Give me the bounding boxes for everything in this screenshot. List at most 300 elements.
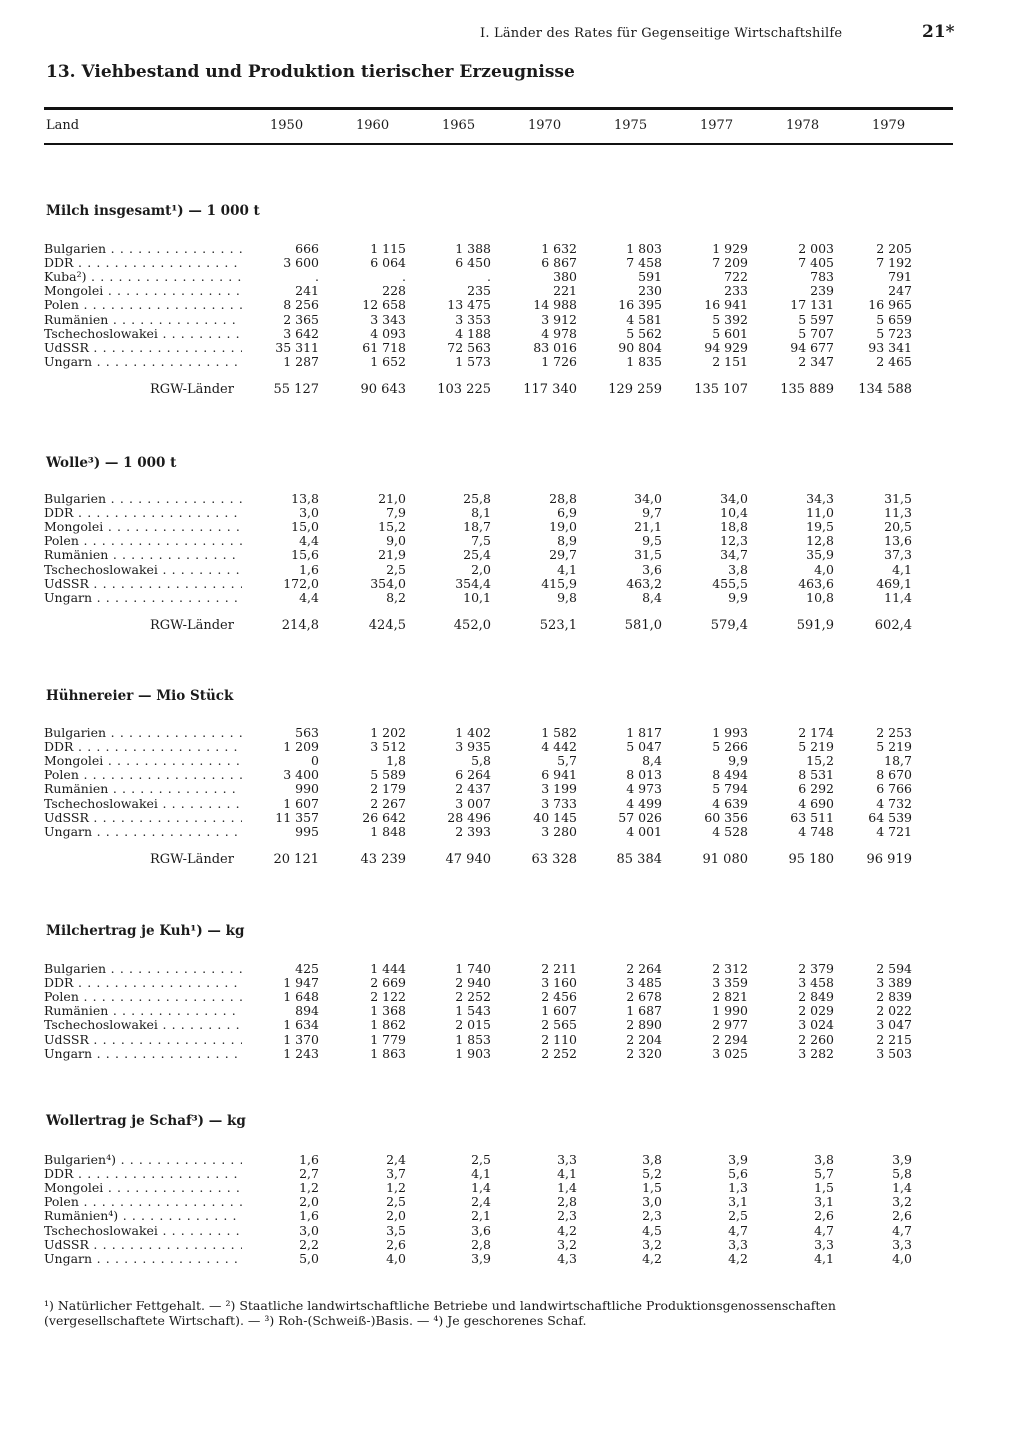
table-cell: 2 252 — [541, 1045, 577, 1061]
table-cell: 10,8 — [806, 589, 834, 605]
table-cell: 1 853 — [455, 1031, 491, 1047]
country-label: Bulgarien⁴) . . . — [44, 1153, 242, 1167]
table-cell: 35,9 — [806, 547, 834, 563]
section-title: Milch insgesamt¹) — 1 000 t — [46, 203, 260, 219]
country-label: Polen . . . — [44, 298, 242, 312]
table-cell: 1 863 — [370, 1045, 406, 1061]
table-cell: 1 634 — [283, 1017, 319, 1033]
table-cell: 3,0 — [299, 1222, 319, 1238]
total-cell: 47 940 — [445, 851, 491, 867]
table-cell: 3 512 — [370, 739, 406, 755]
table-row — [0, 341, 1024, 355]
table-cell: 5 597 — [798, 311, 834, 327]
table-cell: 31,5 — [884, 491, 912, 506]
table-cell: 1 543 — [455, 1003, 491, 1019]
table-cell: 3 912 — [541, 311, 577, 327]
table-cell: 9,9 — [728, 589, 748, 605]
table-cell: 14 988 — [533, 297, 577, 313]
table-cell: 15,0 — [291, 519, 319, 535]
table-cell: 4,3 — [557, 1250, 577, 1266]
table-cell: 4 978 — [541, 325, 577, 341]
section-title: Hühnereier — Mio Stück — [46, 688, 234, 704]
table-cell: 31,5 — [634, 547, 662, 563]
table-row — [0, 726, 1024, 740]
table-cell: 3 503 — [876, 1045, 912, 1061]
table-cell: 4,1 — [814, 1250, 834, 1266]
table-cell: 990 — [295, 781, 319, 797]
table-cell: 1,4 — [471, 1180, 491, 1196]
table-cell: 1,2 — [299, 1180, 319, 1196]
table-cell: 2 678 — [626, 989, 662, 1005]
table-cell: 722 — [724, 269, 748, 285]
table-cell: 10,4 — [720, 505, 748, 521]
table-cell: 9,0 — [386, 533, 406, 549]
table-cell: 463,6 — [798, 575, 834, 591]
table-row — [0, 492, 1024, 506]
column-header-year: 1975 — [614, 118, 648, 133]
table-cell: 2 110 — [541, 1031, 577, 1047]
table-cell: 9,8 — [557, 589, 577, 605]
table-cell: 4 690 — [798, 795, 834, 811]
table-cell: 3 389 — [876, 975, 912, 991]
table-cell: 6 450 — [455, 255, 491, 271]
table-cell: 2 594 — [876, 961, 912, 976]
table-cell: 4,7 — [814, 1222, 834, 1238]
table-cell: 1 835 — [626, 353, 662, 369]
total-label: RGW-Länder — [150, 851, 234, 867]
table-cell: 1 779 — [370, 1031, 406, 1047]
table-cell: 1 848 — [370, 823, 406, 839]
total-cell: 129 259 — [608, 381, 662, 397]
total-cell: 96 919 — [866, 851, 912, 867]
table-row — [0, 976, 1024, 990]
total-cell: 85 384 — [616, 851, 662, 867]
country-label: Tschechoslowakei . . . — [44, 563, 242, 577]
table-cell: 2 015 — [455, 1017, 491, 1033]
table-cell: 228 — [382, 283, 406, 299]
table-cell: 2 669 — [370, 975, 406, 991]
table-cell: 1 573 — [455, 353, 491, 369]
country-label: UdSSR . . . — [44, 1033, 242, 1047]
table-cell: 2,4 — [386, 1152, 406, 1167]
table-cell: 64 539 — [868, 809, 912, 825]
country-label: Tschechoslowakei . . . — [44, 1018, 242, 1032]
table-row — [0, 313, 1024, 327]
table-cell: 18,8 — [720, 519, 748, 535]
table-cell: 2,6 — [892, 1208, 912, 1224]
table-cell: 6 941 — [541, 767, 577, 783]
table-row — [0, 754, 1024, 768]
table-cell: 5 589 — [370, 767, 406, 783]
country-label: Ungarn . . . — [44, 1047, 242, 1061]
table-cell: 6 766 — [876, 781, 912, 797]
table-cell: 5,2 — [642, 1166, 662, 1182]
column-header-year: 1970 — [528, 118, 562, 133]
country-label: Bulgarien . . . — [44, 962, 242, 976]
total-cell: 134 588 — [858, 381, 912, 397]
table-cell: 469,1 — [876, 575, 912, 591]
table-cell: 2,5 — [386, 1194, 406, 1210]
table-row — [0, 563, 1024, 577]
table-cell: 6 867 — [541, 255, 577, 271]
country-label: Ungarn . . . — [44, 825, 242, 839]
table-row — [0, 534, 1024, 548]
table-cell: 16 941 — [704, 297, 748, 313]
country-label: Ungarn . . . — [44, 591, 242, 605]
table-cell: 4 748 — [798, 823, 834, 839]
section-title: Milchertrag je Kuh¹) — kg — [46, 923, 245, 939]
table-cell: 239 — [810, 283, 834, 299]
table-cell: 591 — [638, 269, 662, 285]
table-cell: 1,6 — [299, 1208, 319, 1224]
table-cell: 463,2 — [626, 575, 662, 591]
table-cell: 18,7 — [463, 519, 491, 535]
table-cell: 5,7 — [557, 753, 577, 769]
total-label: RGW-Länder — [150, 617, 234, 633]
table-cell: 3 025 — [712, 1045, 748, 1061]
table-cell: 6,9 — [557, 505, 577, 521]
table-cell: 2 122 — [370, 989, 406, 1005]
table-cell: 34,7 — [720, 547, 748, 563]
section-title: Wolle³) — 1 000 t — [46, 455, 177, 471]
table-cell: 5 047 — [626, 739, 662, 755]
table-cell: 3 282 — [798, 1045, 834, 1061]
table-cell: 3,1 — [814, 1194, 834, 1210]
table-cell: 5 794 — [712, 781, 748, 797]
table-cell: 72 563 — [447, 339, 491, 355]
table-cell: 8,2 — [386, 589, 406, 605]
table-cell: 1 402 — [455, 725, 491, 740]
country-label: Tschechoslowakei . . . — [44, 797, 242, 811]
country-label: Mongolei . . . — [44, 284, 242, 298]
table-cell: 5,8 — [892, 1166, 912, 1182]
table-cell: 1 862 — [370, 1017, 406, 1033]
table-row — [0, 1033, 1024, 1047]
table-cell: 666 — [295, 241, 319, 256]
table-cell: 4,1 — [557, 561, 577, 577]
table-cell: 2 437 — [455, 781, 491, 797]
table-cell: 8 531 — [798, 767, 834, 783]
table-row — [0, 1167, 1024, 1181]
table-cell: 3,1 — [728, 1194, 748, 1210]
total-row — [0, 619, 1024, 633]
table-cell: 3 642 — [283, 325, 319, 341]
table-cell: 17 131 — [790, 297, 834, 313]
table-cell: 354,0 — [370, 575, 406, 591]
table-cell: 3,2 — [892, 1194, 912, 1210]
table-cell: 3,3 — [892, 1236, 912, 1252]
table-cell: 783 — [810, 269, 834, 285]
table-cell: 2 465 — [876, 353, 912, 369]
table-row — [0, 797, 1024, 811]
table-cell: 230 — [638, 283, 662, 299]
country-label: Tschechoslowakei . . . — [44, 327, 242, 341]
country-label: DDR . . . — [44, 740, 242, 754]
table-cell: 4 721 — [876, 823, 912, 839]
country-label: DDR . . . — [44, 1167, 242, 1181]
country-label: UdSSR . . . — [44, 341, 242, 355]
country-label: UdSSR . . . — [44, 811, 242, 825]
table-row — [0, 1181, 1024, 1195]
table-row — [0, 1004, 1024, 1018]
table-cell: 4,4 — [299, 589, 319, 605]
table-cell: 5,8 — [471, 753, 491, 769]
table-cell: 2 022 — [876, 1003, 912, 1019]
country-label: Polen . . . — [44, 534, 242, 548]
table-cell: 16 965 — [868, 297, 912, 313]
table-cell: 8 256 — [283, 297, 319, 313]
table-cell: 8,1 — [471, 505, 491, 521]
table-cell: 3,6 — [471, 1222, 491, 1238]
table-cell: 380 — [553, 269, 577, 285]
table-cell: 5,7 — [814, 1166, 834, 1182]
table-row — [0, 811, 1024, 825]
table-cell: 3 600 — [283, 255, 319, 271]
country-label: Rumänien . . . — [44, 1004, 242, 1018]
table-cell: 8 494 — [712, 767, 748, 783]
table-cell: 34,3 — [806, 491, 834, 506]
table-cell: 2,6 — [814, 1208, 834, 1224]
table-cell: 1,2 — [386, 1180, 406, 1196]
table-cell: 5,6 — [728, 1166, 748, 1182]
table-cell: 995 — [295, 823, 319, 839]
table-row — [0, 591, 1024, 605]
column-header-land: Land — [46, 118, 80, 133]
table-cell: 221 — [553, 283, 577, 299]
table-cell: 8 670 — [876, 767, 912, 783]
table-cell: 2 456 — [541, 989, 577, 1005]
table-cell: 2,0 — [386, 1208, 406, 1224]
table-row — [0, 577, 1024, 591]
table-cell: 3,9 — [892, 1152, 912, 1167]
table-cell: 3,3 — [557, 1152, 577, 1167]
table-cell: 241 — [295, 283, 319, 299]
table-cell: 83 016 — [533, 339, 577, 355]
table-cell: 4,7 — [892, 1222, 912, 1238]
column-header-year: 1965 — [442, 118, 476, 133]
country-label: Bulgarien . . . — [44, 726, 242, 740]
table-cell: 791 — [888, 269, 912, 285]
table-cell: 3 485 — [626, 975, 662, 991]
table-cell: 1 368 — [370, 1003, 406, 1019]
table-row — [0, 284, 1024, 298]
table-cell: 3 935 — [455, 739, 491, 755]
table-cell: 6 064 — [370, 255, 406, 271]
table-cell: 1 202 — [370, 725, 406, 740]
table-cell: 1 652 — [370, 353, 406, 369]
table-cell: . — [487, 269, 491, 285]
table-cell: 7 209 — [712, 255, 748, 271]
table-cell: 5 601 — [712, 325, 748, 341]
table-cell: 11,4 — [884, 589, 912, 605]
table-row — [0, 520, 1024, 534]
table-cell: 1,5 — [642, 1180, 662, 1196]
table-cell: 2 312 — [712, 961, 748, 976]
country-label: Tschechoslowakei . . . — [44, 1224, 242, 1238]
total-cell: 43 239 — [360, 851, 406, 867]
table-cell: 425 — [295, 961, 319, 976]
country-label: Rumänien⁴) . . . — [44, 1209, 242, 1223]
table-cell: 1 740 — [455, 961, 491, 976]
table-row — [0, 825, 1024, 839]
table-cell: 4,0 — [814, 561, 834, 577]
table-cell: 1,5 — [814, 1180, 834, 1196]
table-cell: 12 658 — [362, 297, 406, 313]
table-cell: 4,0 — [892, 1250, 912, 1266]
table-cell: 4 188 — [455, 325, 491, 341]
table-cell: 7 405 — [798, 255, 834, 271]
table-cell: 21,9 — [378, 547, 406, 563]
table-cell: 15,2 — [806, 753, 834, 769]
table-cell: 4 001 — [626, 823, 662, 839]
table-row — [0, 782, 1024, 796]
table-cell: 8,4 — [642, 589, 662, 605]
running-head: I. Länder des Rates für Gegenseitige Wirtschaftshilfe — [480, 26, 843, 41]
table-cell: 8,4 — [642, 753, 662, 769]
table-cell: 19,0 — [549, 519, 577, 535]
table-cell: 2,5 — [728, 1208, 748, 1224]
table-cell: 4,7 — [728, 1222, 748, 1238]
table-row — [0, 1047, 1024, 1061]
table-cell: 2,5 — [386, 561, 406, 577]
table-cell: 94 929 — [704, 339, 748, 355]
table-cell: 5 659 — [876, 311, 912, 327]
table-cell: 4,4 — [299, 533, 319, 549]
table-cell: 354,4 — [455, 575, 491, 591]
table-cell: 1 370 — [283, 1031, 319, 1047]
table-row — [0, 1238, 1024, 1252]
country-label: DDR . . . — [44, 256, 242, 270]
table-cell: 2 347 — [798, 353, 834, 369]
table-row — [0, 270, 1024, 284]
total-row — [0, 383, 1024, 397]
table-cell: 3,3 — [814, 1236, 834, 1252]
table-row — [0, 768, 1024, 782]
country-label: Kuba²) . . . — [44, 270, 242, 284]
country-label: Mongolei . . . — [44, 520, 242, 534]
total-label: RGW-Länder — [150, 381, 234, 397]
table-row — [0, 548, 1024, 562]
total-cell: 214,8 — [281, 617, 319, 633]
section-title: Wollertrag je Schaf³) — kg — [46, 1113, 246, 1129]
column-header-year: 1979 — [872, 118, 906, 133]
country-label: Mongolei . . . — [44, 1181, 242, 1195]
total-cell: 63 328 — [531, 851, 577, 867]
table-cell: 1,4 — [557, 1180, 577, 1196]
table-cell: 40 145 — [533, 809, 577, 825]
table-row — [0, 1252, 1024, 1266]
table-cell: 3 280 — [541, 823, 577, 839]
table-cell: 2 260 — [798, 1031, 834, 1047]
table-cell: 2 365 — [283, 311, 319, 327]
table-cell: 2,6 — [386, 1236, 406, 1252]
table-title: 13. Viehbestand und Produktion tierischer Erzeugnisse — [46, 62, 575, 82]
table-cell: 2 211 — [541, 961, 577, 976]
table-cell: 18,7 — [884, 753, 912, 769]
table-cell: 894 — [295, 1003, 319, 1019]
table-cell: 1 607 — [283, 795, 319, 811]
total-cell: 90 643 — [360, 381, 406, 397]
table-cell: 3,6 — [642, 561, 662, 577]
table-cell: 1 209 — [283, 739, 319, 755]
country-label: DDR . . . — [44, 976, 242, 990]
table-cell: 7 458 — [626, 255, 662, 271]
table-row — [0, 1153, 1024, 1167]
total-cell: 579,4 — [710, 617, 748, 633]
country-label: Bulgarien . . . — [44, 242, 242, 256]
country-label: UdSSR . . . — [44, 1238, 242, 1252]
total-cell: 55 127 — [273, 381, 319, 397]
table-cell: 34,0 — [634, 491, 662, 506]
table-cell: 3,2 — [642, 1236, 662, 1252]
table-row — [0, 298, 1024, 312]
country-label: Rumänien . . . — [44, 548, 242, 562]
table-cell: 455,5 — [712, 575, 748, 591]
table-cell: 1 388 — [455, 241, 491, 256]
table-cell: 11,0 — [806, 505, 834, 521]
table-cell: 7,5 — [471, 533, 491, 549]
table-cell: 3,2 — [557, 1236, 577, 1252]
table-cell: 1 947 — [283, 975, 319, 991]
table-cell: 2,0 — [299, 1194, 319, 1210]
table-cell: 5 219 — [876, 739, 912, 755]
table-cell: 3,5 — [386, 1222, 406, 1238]
table-cell: 1 803 — [626, 241, 662, 256]
table-cell: 4 528 — [712, 823, 748, 839]
table-cell: 12,8 — [806, 533, 834, 549]
country-label: Polen . . . — [44, 990, 242, 1004]
table-cell: 2,4 — [471, 1194, 491, 1210]
column-header-year: 1977 — [700, 118, 734, 133]
table-cell: 3,9 — [728, 1152, 748, 1167]
column-header-row — [0, 118, 1024, 136]
total-cell: 135 889 — [780, 381, 834, 397]
country-label: UdSSR . . . — [44, 577, 242, 591]
total-cell: 523,1 — [539, 617, 577, 633]
table-cell: 2,2 — [299, 1236, 319, 1252]
table-cell: 3 007 — [455, 795, 491, 811]
table-cell: 3,0 — [299, 505, 319, 521]
table-row — [0, 1209, 1024, 1223]
table-cell: 3 359 — [712, 975, 748, 991]
table-cell: 4 093 — [370, 325, 406, 341]
total-cell: 602,4 — [874, 617, 912, 633]
country-label: Rumänien . . . — [44, 782, 242, 796]
table-cell: 3 047 — [876, 1017, 912, 1033]
table-row — [0, 1224, 1024, 1238]
table-cell: 15,6 — [291, 547, 319, 563]
table-cell: 3,7 — [386, 1166, 406, 1182]
table-cell: 1,4 — [892, 1180, 912, 1196]
table-row — [0, 990, 1024, 1004]
table-cell: 3 343 — [370, 311, 406, 327]
table-cell: 2 179 — [370, 781, 406, 797]
table-cell: 172,0 — [283, 575, 319, 591]
table-cell: 13,8 — [291, 491, 319, 506]
table-cell: 2 252 — [455, 989, 491, 1005]
table-cell: 235 — [467, 283, 491, 299]
table-cell: . — [315, 269, 319, 285]
table-row — [0, 242, 1024, 256]
table-cell: 20,5 — [884, 519, 912, 535]
column-header-year: 1978 — [786, 118, 820, 133]
table-cell: 2 839 — [876, 989, 912, 1005]
table-cell: 2 253 — [876, 725, 912, 740]
table-cell: 5 707 — [798, 325, 834, 341]
table-cell: 4,2 — [557, 1222, 577, 1238]
table-cell: 5 562 — [626, 325, 662, 341]
table-row — [0, 1018, 1024, 1032]
